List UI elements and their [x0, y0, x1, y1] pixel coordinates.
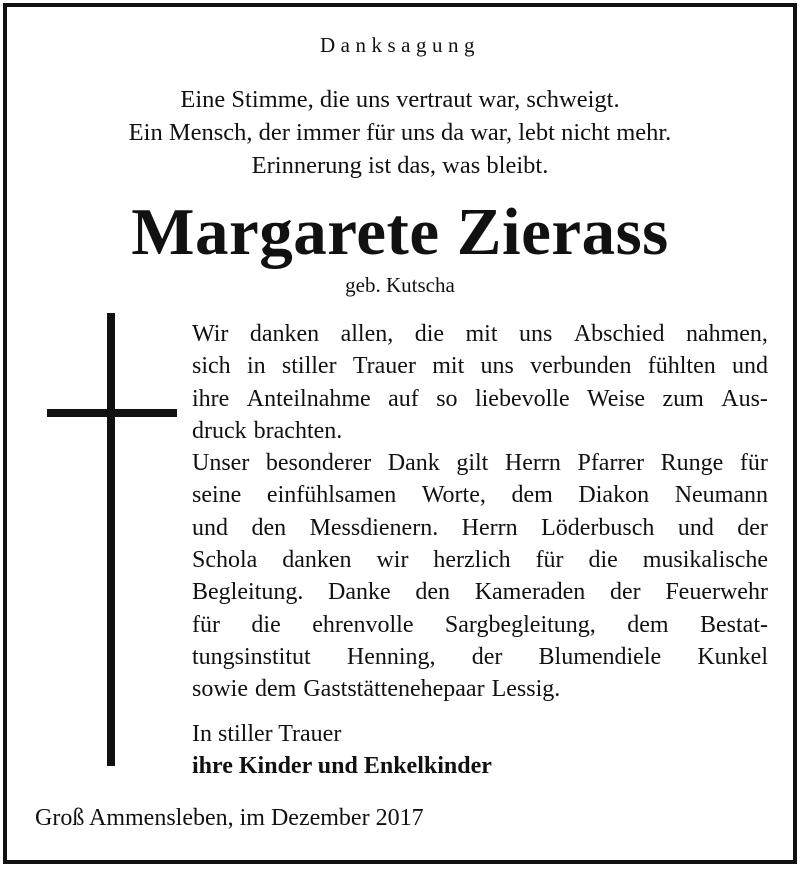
body-word: allen, — [340, 321, 394, 347]
body-word: sowie — [192, 676, 248, 703]
body-word: Bestat- — [700, 611, 768, 638]
body-word: für — [535, 547, 564, 574]
place-and-date: Groß Ammensleben, im Dezember 2017 — [35, 805, 424, 831]
body-word: Herrn — [461, 514, 518, 541]
body-word: uns — [480, 353, 514, 380]
signature: ihre Kinder und Enkelkinder — [192, 753, 492, 779]
body-word: Anteilnahme — [246, 385, 371, 412]
body-word: Begleitung. — [192, 579, 304, 606]
body-word: in — [246, 353, 266, 380]
body-word: der — [737, 514, 768, 541]
body-word: Unser — [192, 450, 250, 477]
body-line — [192, 479, 768, 511]
body-word: und — [732, 353, 768, 380]
body-word: uns — [519, 321, 553, 347]
body-word: Weise — [587, 385, 646, 412]
body-line — [192, 383, 768, 415]
body-line — [192, 641, 768, 673]
body-word: für — [739, 450, 768, 477]
cross-horizontal-bar — [47, 409, 177, 417]
body-word: die — [414, 321, 445, 347]
notice-heading: Danksagung — [320, 33, 480, 57]
body-word: dem — [627, 611, 669, 638]
body-word: sich — [192, 353, 231, 380]
body-word: auf — [388, 385, 419, 412]
body-word: mit — [432, 353, 465, 380]
body-word: Kameraden — [474, 579, 586, 606]
body-word: liebevolle — [474, 385, 570, 412]
body-word: dem — [255, 676, 297, 703]
body-word: Trauer — [352, 353, 416, 380]
body-word: verbunden — [530, 353, 632, 380]
body-word: gilt — [456, 450, 489, 477]
body-word: ehrenvolle — [312, 611, 414, 638]
body-word: wir — [376, 547, 409, 574]
body-word: so — [436, 385, 458, 412]
body-line — [192, 318, 768, 350]
body-word: seine — [192, 482, 242, 509]
poem-line: Erinnerung ist das, was bleibt. — [251, 152, 549, 179]
body-word: zum — [662, 385, 704, 412]
poem-line: Eine Stimme, die uns vertraut war, schweigt. — [180, 86, 620, 113]
closing-phrase: In stiller Trauer — [192, 721, 342, 747]
body-word: danken — [282, 547, 352, 574]
poem-line: Ein Mensch, der immer für uns da war, lebt nicht mehr. — [128, 119, 672, 146]
body-word: für — [192, 611, 220, 638]
body-word: nahmen, — [685, 321, 768, 347]
body-word: Aus- — [721, 385, 768, 412]
body-line — [192, 350, 768, 382]
body-word: und — [192, 514, 228, 541]
body-word: Worte, — [421, 482, 486, 509]
body-word: dem — [511, 482, 553, 509]
body-word: Löderbusch — [541, 514, 655, 541]
body-word: und — [677, 514, 714, 541]
body-word: Feuerwehr — [665, 579, 768, 606]
body-line — [192, 415, 768, 447]
body-word: Neumann — [674, 482, 768, 509]
birth-name: geb. Kutscha — [345, 273, 455, 297]
body-line — [192, 447, 768, 479]
body-word: danken — [249, 321, 320, 347]
body-word: Runge — [660, 450, 724, 477]
body-line — [192, 609, 768, 641]
body-word: der — [471, 643, 503, 670]
body-word: stiller — [281, 353, 337, 380]
body-word: Schola — [192, 547, 258, 574]
body-word: tungsinstitut — [192, 643, 311, 670]
body-word: herzlich — [433, 547, 511, 574]
body-line — [192, 576, 768, 608]
body-line — [192, 673, 768, 705]
body-word: brachten. — [253, 417, 343, 444]
body-word: den — [415, 579, 450, 606]
body-word: die — [588, 547, 618, 574]
body-word: Herrn — [504, 450, 561, 477]
body-word: druck — [192, 417, 247, 444]
body-line — [192, 512, 768, 544]
body-word: Danke — [328, 579, 391, 606]
body-word: Blumendiele — [538, 643, 662, 670]
body-word: den — [251, 514, 287, 541]
body-word: einfühlsamen — [266, 482, 397, 509]
body-word: Wir — [192, 321, 229, 347]
body-word: Abschied — [573, 321, 665, 347]
body-line — [192, 544, 768, 576]
body-word: Pfarrer — [577, 450, 645, 477]
body-word: Dank — [387, 450, 440, 477]
body-word: die — [251, 611, 281, 638]
body-word: besonderer — [265, 450, 372, 477]
body-word: Sargbegleitung, — [444, 611, 596, 638]
body-word: Lessig. — [491, 676, 561, 703]
thanks-paragraph — [192, 318, 768, 706]
cross-vertical-bar — [107, 313, 115, 766]
body-word: musikalische — [642, 547, 768, 574]
body-word: Diakon — [578, 482, 650, 509]
body-word: Messdienern. — [309, 514, 439, 541]
closing-block — [192, 718, 492, 782]
memorial-poem — [0, 83, 800, 182]
body-word: fühlten — [647, 353, 716, 380]
body-word: der — [609, 579, 641, 606]
body-word: ihre — [192, 385, 230, 412]
body-word: Gaststättenehepaar — [303, 676, 485, 703]
body-word: mit — [465, 321, 498, 347]
deceased-name: Margarete Zierass — [131, 195, 669, 269]
body-word: Kunkel — [697, 643, 768, 670]
body-word: Henning, — [346, 643, 436, 670]
